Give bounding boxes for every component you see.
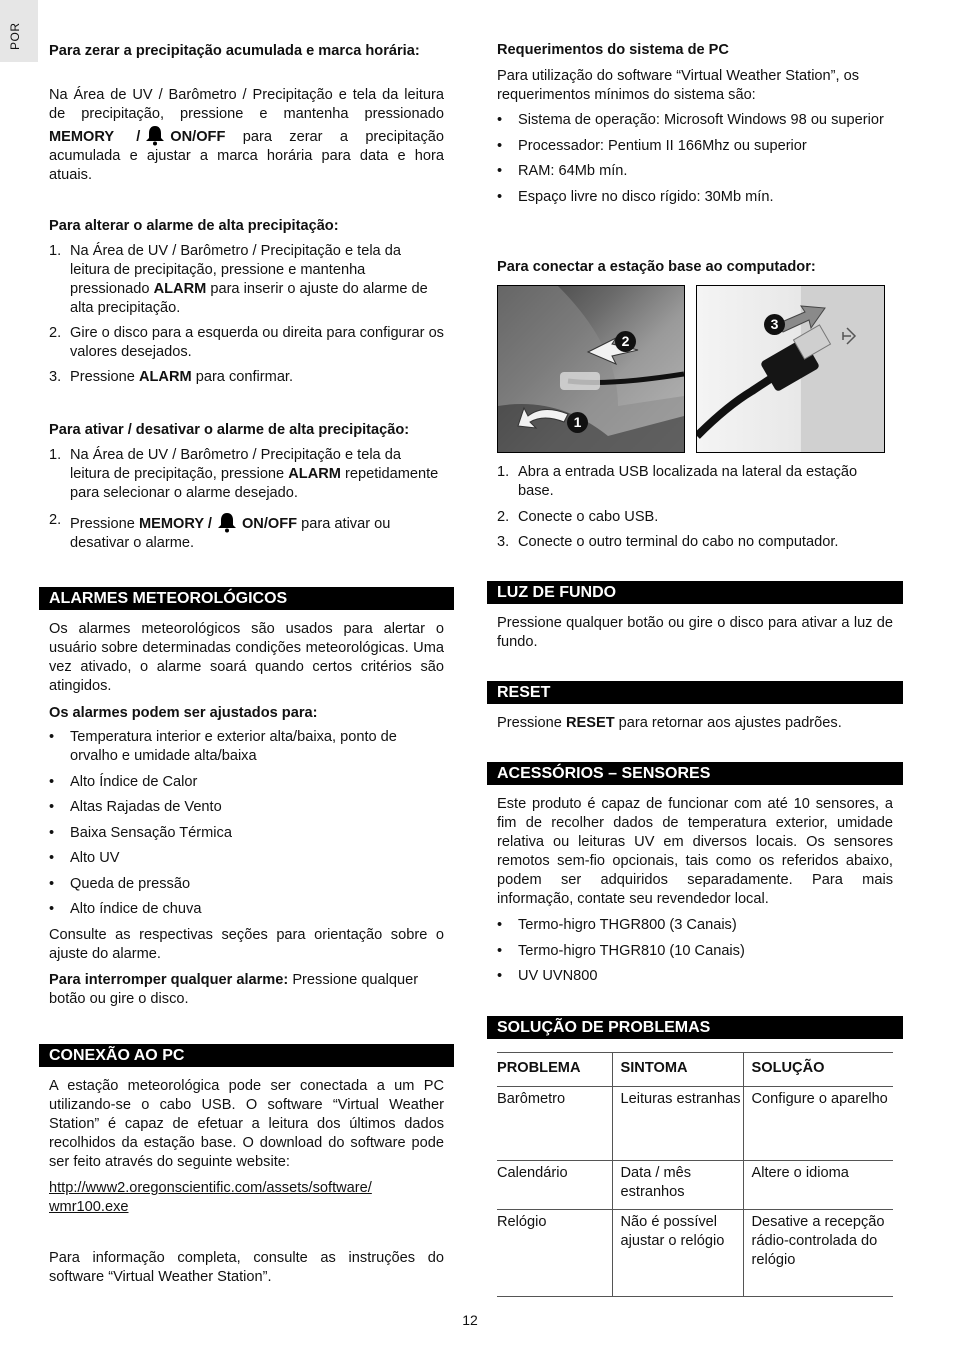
list-item: • Termo-higro THGR810 (10 Canais) — [497, 942, 745, 959]
alarm-toggle-steps — [49, 446, 444, 553]
requirements-list — [497, 111, 893, 207]
software-link[interactable]: http://www2.oregonscientific.com/assets/software/ wmr100.exe — [49, 1180, 372, 1215]
alarm-toggle-title: Para ativar / desativar o alarme de alta precipitação: — [49, 422, 410, 438]
step-marker-1: 1 — [567, 412, 588, 433]
list-item: 3. Conecte o outro terminal do cabo no computador. — [497, 534, 839, 550]
reset-rain-text: Na Área de UV / Barômetro / Precipitação e tela da leitura de precipitação, pressione e mantenha pressionado MEMORY / ON/OFF para zerar a precipitação acumulada e ajustar a marca horária para data e hora atuais. — [49, 87, 445, 183]
list-item: • Alto UV — [49, 850, 120, 866]
page-number: 12 — [462, 1312, 478, 1328]
reset-rain-title: Para zerar a precipitação acumulada e marca horária: — [49, 43, 420, 59]
weather-alarms-consult: Consulte as respectivas seções para orientação sobre o ajuste do alarme. — [49, 927, 444, 962]
list-item: • Termo-higro THGR800 (3 Canais) — [497, 917, 737, 933]
list-item: 1. Abra a entrada USB localizada na lateral da estação base. — [497, 464, 858, 499]
list-item: • Processador: Pentium II 166Mhz ou superior — [497, 137, 807, 154]
alarm-change-title: Para alterar o alarme de alta precipitação: — [49, 218, 339, 234]
list-item: 1. Na Área de UV / Barômetro / Precipitação e tela da leitura de precipitação, pressione ALARM repetidamente para selecionar o alarme desejado. — [49, 447, 439, 501]
table-row: Barômetro Leituras estranhas Configure o aparelho — [497, 1087, 893, 1161]
backlight-text: Pressione qualquer botão ou gire o disco para ativar a luz de fundo. — [497, 615, 893, 650]
table-row: Calendário Data / mês estranhos Altere o idioma — [497, 1161, 893, 1210]
memory-key: MEMORY / — [49, 129, 141, 145]
backlight-heading: LUZ DE FUNDO — [487, 581, 903, 604]
list-item: • Sistema de operação: Microsoft Windows 98 ou superior — [497, 112, 884, 128]
reset-heading: RESET — [487, 681, 903, 704]
list-item: • Queda de pressão — [49, 875, 191, 892]
pc-connection-heading: CONEXÃO AO PC — [39, 1044, 454, 1067]
onoff-key: ON/OFF — [170, 129, 226, 145]
usb-port-illustration — [498, 286, 684, 452]
pc-info: Para informação completa, consulte as instruções do software “Virtual Weather Station”. — [49, 1250, 444, 1285]
requirements-intro: Para utilização do software “Virtual Weather Station”, os requerimentos mínimos do sistema são: — [497, 68, 860, 103]
weather-alarms-intro: Os alarmes meteorológicos são usados para alertar o usuário sobre determinadas condições meteorológicas. Uma vez ativado, o alarme soará quando certos critérios são atingidos. — [49, 621, 444, 694]
reset-text: Pressione RESET para retornar aos ajustes padrões. — [497, 715, 842, 731]
alarm-change-steps — [49, 242, 444, 387]
weather-alarms-heading: ALARMES METEOROLÓGICOS — [39, 587, 454, 610]
usb-port-photo — [497, 285, 685, 453]
language-tab — [0, 0, 38, 62]
list-item: • RAM: 64Mb mín. — [497, 163, 628, 179]
troubleshooting-heading: SOLUÇÃO DE PROBLEMAS — [487, 1016, 903, 1039]
list-item: 2. Conecte o cabo USB. — [497, 508, 659, 525]
stop-alarm: Para interromper qualquer alarme: Pressione qualquer botão ou gire o disco. — [49, 972, 419, 1007]
bell-icon — [144, 124, 166, 146]
troubleshooting-table — [497, 1052, 893, 1297]
accessories-text: Este produto é capaz de funcionar com até 10 sensores, a fim de recolher dados de temperatura exterior, umidade relativa ou leituras UV em diversos locais. Os sensores remotos sem-fio opcionais, tais como os referidos abaixo, podem ser adquiridos separadamente. Para mais informação, contate seu revendedor local. — [497, 796, 893, 907]
weather-alarms-list — [49, 728, 444, 919]
list-item: • Alto Índice de Calor — [49, 773, 198, 790]
list-item: • Espaço livre no disco rígido: 30Mb mín. — [497, 188, 774, 205]
bell-icon — [216, 511, 238, 533]
usb-cable-photo — [696, 285, 885, 453]
step-marker-2: 2 — [615, 331, 636, 352]
requirements-title: Requerimentos do sistema de PC — [497, 42, 729, 58]
table-row: Relógio Não é possível ajustar o relógio Desative a recepção rádio-controlada do relógio — [497, 1210, 893, 1297]
accessories-list — [497, 916, 893, 986]
usb-cable-illustration — [697, 286, 884, 452]
step-marker-3: 3 — [764, 314, 785, 335]
list-item: 1. Na Área de UV / Barômetro / Precipitação e tela da leitura de precipitação, pressione e mantenha pressionado ALARM para inserir o ajuste do alarme de alta precipitação. — [49, 243, 428, 316]
list-item: • Altas Rajadas de Vento — [49, 799, 222, 815]
table-header-row: PROBLEMA SINTOMA SOLUÇÃO — [497, 1053, 893, 1087]
pc-connection-text: A estação meteorológica pode ser conectada a um PC utilizando-se o cabo USB. O software “Virtual Weather Station” é capaz de efetuar a leitura dos últimos dados recolhidos da estação base. O download do software pode ser feito através do seguinte website: — [49, 1078, 444, 1170]
accessories-heading: ACESSÓRIOS – SENSORES — [487, 762, 903, 785]
language-tab-label: POR — [8, 22, 22, 50]
list-item: • Temperatura interior e exterior alta/baixa, ponto de orvalho e umidade alta/baixa — [49, 729, 397, 764]
weather-alarms-sub: Os alarmes podem ser ajustados para: — [49, 705, 318, 721]
list-item: 2. Pressione MEMORY / ON/OFF para ativar ou desativar o alarme. — [49, 512, 391, 551]
connect-title: Para conectar a estação base ao computador: — [497, 259, 816, 275]
list-item: 3. Pressione ALARM para confirmar. — [49, 369, 294, 385]
list-item: • UV UVN800 — [497, 968, 598, 984]
list-item: • Baixa Sensação Térmica — [49, 824, 232, 841]
connect-steps — [497, 463, 893, 552]
list-item: 2. Gire o disco para a esquerda ou direita para configurar os valores desejados. — [49, 325, 444, 360]
list-item: • Alto índice de chuva — [49, 901, 202, 917]
